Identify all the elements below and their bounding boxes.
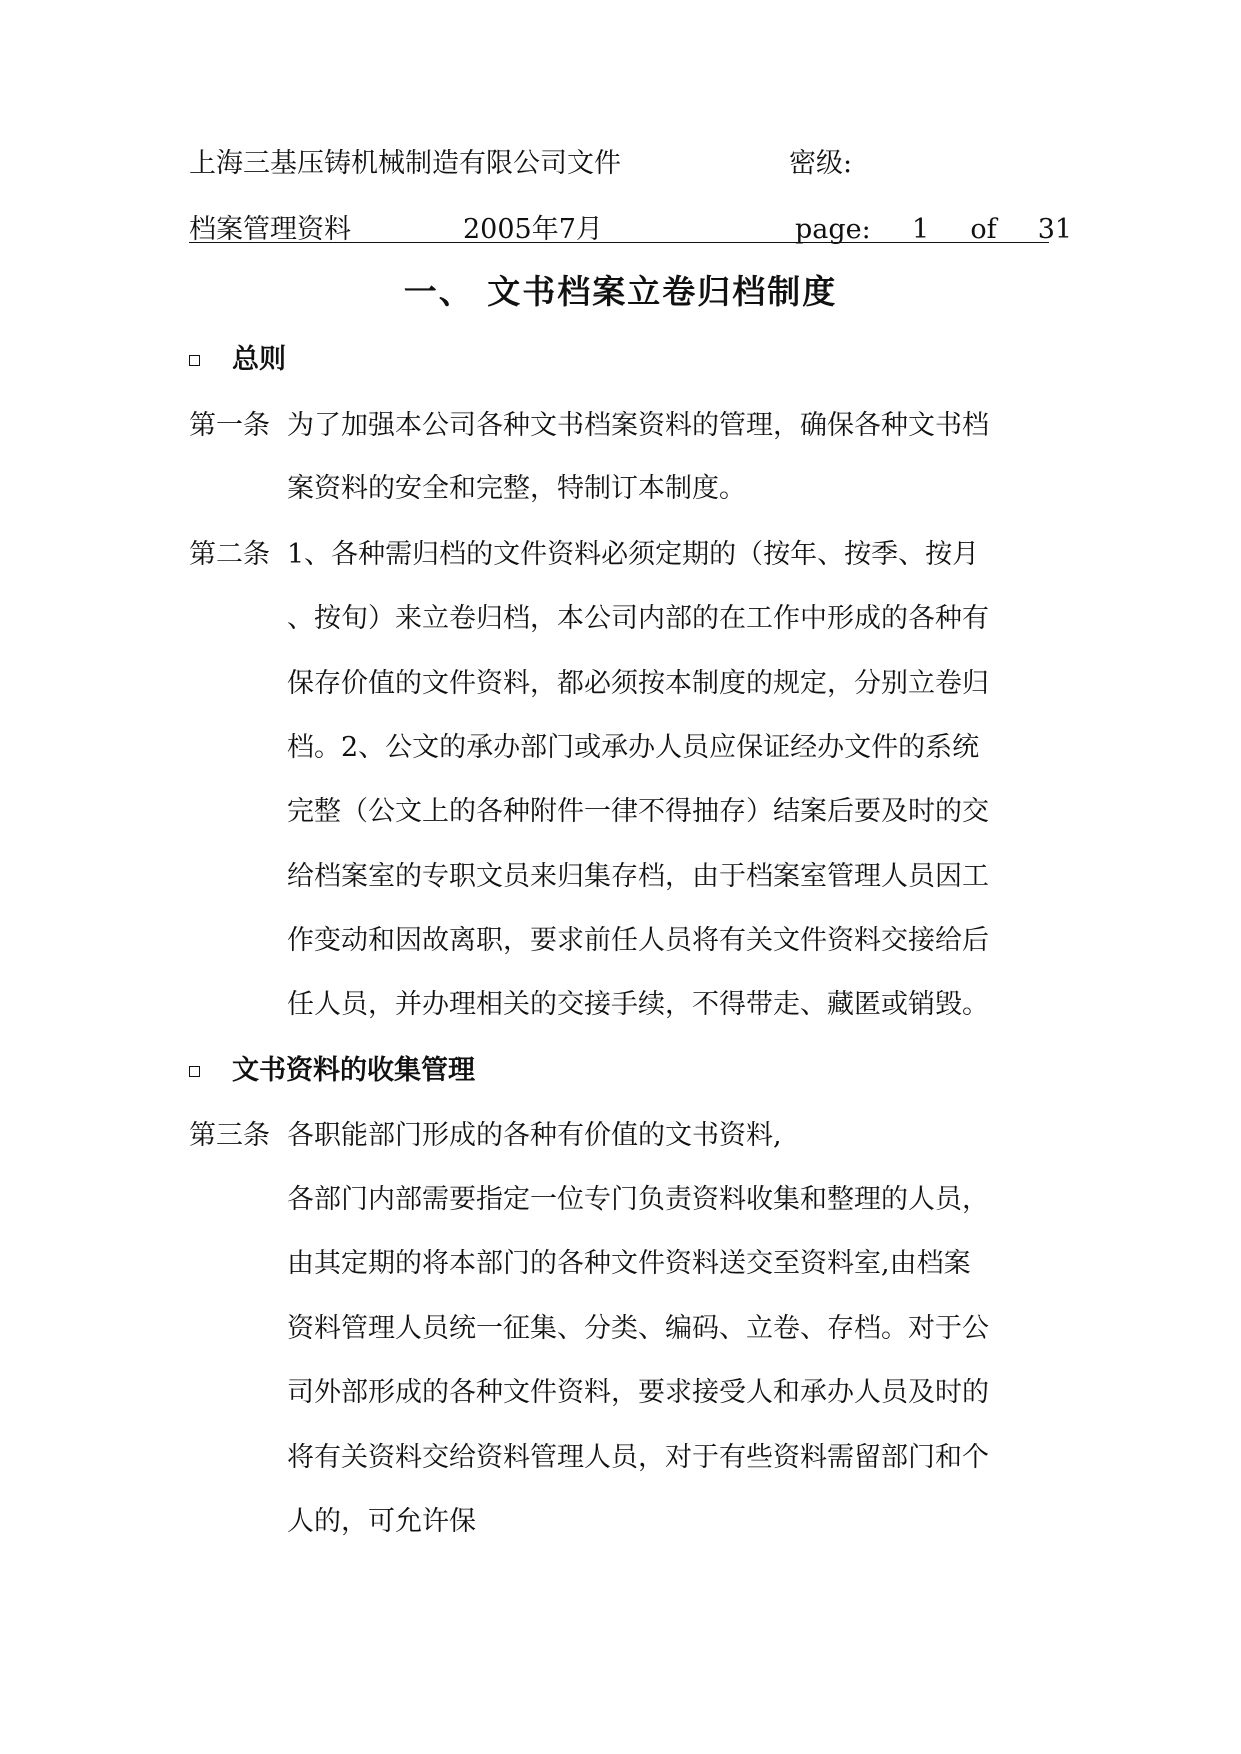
company-file-header: 上海三基压铸机械制造有限公司文件 — [189, 148, 621, 179]
article-line: 将有关资料交给资料管理人员，对于有些资料需留部门和个 — [287, 1442, 989, 1473]
article-line: 资料管理人员统一征集、分类、编码、立卷、存档。对于公 — [287, 1313, 989, 1344]
page-label: page: — [795, 214, 871, 245]
document-title: 一、 文书档案立卷归档制度 — [403, 272, 838, 311]
article-line: 作变动和因故离职，要求前任人员将有关文件资料交接给后 — [287, 925, 989, 956]
checkbox-square-icon — [189, 1066, 200, 1077]
article-label: 第一条 — [189, 410, 270, 441]
article-line: 各部门内部需要指定一位专门负责资料收集和整理的人员， — [287, 1184, 989, 1215]
page-number: 1 — [911, 214, 930, 245]
article-line: 给档案室的专职文员来归集存档，由于档案室管理人员因工 — [287, 861, 989, 892]
of-label: of — [970, 214, 997, 245]
article-line: 由其定期的将本部门的各种文件资料送交至资料室,由档案 — [287, 1248, 971, 1279]
page-total: 31 — [1037, 214, 1073, 245]
article-line: 保存价值的文件资料，都必须按本制度的规定，分别立卷归 — [287, 668, 989, 699]
section-heading — [189, 342, 286, 378]
header-rule — [189, 242, 1049, 243]
section-heading — [189, 1053, 475, 1089]
article-line: 为了加强本公司各种文书档案资料的管理，确保各种文书档 — [287, 410, 989, 441]
article-label: 第二条 — [189, 539, 270, 570]
doc-date: 2005年7月 — [463, 214, 603, 245]
article-line: 、按旬）来立卷归档，本公司内部的在工作中形成的各种有 — [287, 603, 989, 634]
section-title: 文书资料的收集管理 — [232, 1055, 475, 1086]
doc-type-label: 档案管理资料 — [189, 214, 351, 245]
article-line: 各职能部门形成的各种有价值的文书资料, — [287, 1120, 782, 1151]
section-title: 总则 — [232, 344, 286, 375]
article-line: 案资料的安全和完整，特制订本制度。 — [287, 473, 746, 504]
article-label: 第三条 — [189, 1120, 270, 1151]
secret-level-label: 密级: — [789, 148, 853, 179]
article-line: 档。2、公文的承办部门或承办人员应保证经办文件的系统 — [287, 732, 980, 763]
checkbox-square-icon — [189, 355, 200, 366]
article-line: 司外部形成的各种文件资料，要求接受人和承办人员及时的 — [287, 1377, 989, 1408]
article-line: 人的，可允许保 — [287, 1506, 476, 1537]
article-line: 完整（公文上的各种附件一律不得抽存）结案后要及时的交 — [287, 796, 989, 827]
article-line: 任人员，并办理相关的交接手续，不得带走、藏匿或销毁。 — [287, 989, 989, 1020]
article-line: 1、各种需归档的文件资料必须定期的（按年、按季、按月 — [287, 539, 980, 570]
